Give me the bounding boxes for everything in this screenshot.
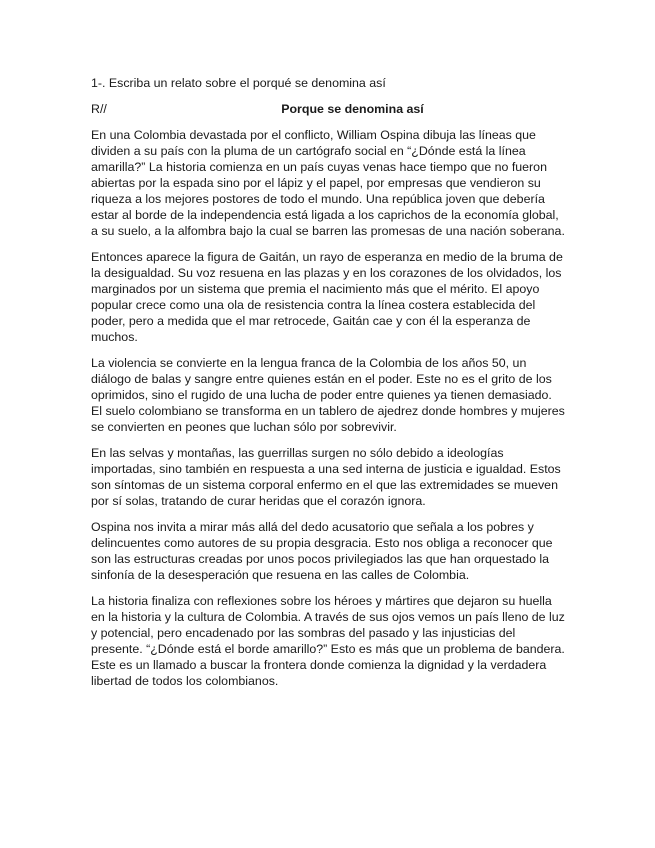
paragraph-3: La violencia se convierte en la lengua franca de la Colombia de los años 50, un diálogo de balas y sangre entre quienes están en el poder. Este no es el grito de los oprimidos, sino el rugido de una lucha de poder entre quienes ya tienen demasiado. El suelo colombiano se transforma en un tablero de ajedrez donde hombres y mujeres se convierten en peones que luchan sólo por sobrevivir. [91,356,565,434]
answer-header [91,101,566,117]
paragraph-6: La historia finaliza con reflexiones sobre los héroes y mártires que dejaron su huella en la historia y la cultura de Colombia. A través de sus ojos vemos un país lleno de luz y potencial, pero encadenado por las sombras del pasado y las injusticias del presente. “¿Dónde está el borde amarillo?” Esto es más que un problema de bandera. Este es un llamado a buscar la frontera donde comienza la dignidad y la verdadera libertad de todos los colombianos. [91,594,565,688]
answer-label: R// [91,102,107,116]
document-title: Porque se denomina así [281,102,424,116]
paragraph-2: Entonces aparece la figura de Gaitán, un rayo de esperanza en medio de la bruma de la desigualdad. Su voz resuena en las plazas y en los corazones de los olvidados, los marginados por un sistema que premia el nacimiento más que el mérito. El apoyo popular crece como una ola de resistencia contra la línea costera establecida del poder, pero a medida que el mar retrocede, Gaitán cae y con él la esperanza de muchos. [91,250,563,344]
question-text: 1-. Escriba un relato sobre el porqué se denomina así [91,76,386,90]
paragraph-1: En una Colombia devastada por el conflicto, William Ospina dibuja las líneas que dividen a su país con la pluma de un cartógrafo social en “¿Dónde está la línea amarilla?” La historia comienza en un país cuyas venas hace tiempo que no fueron abiertas por la espada sino por el lápiz y el papel, por empresas que vendieron su riqueza a los mejores postores de todo el mundo. Una república joven que debería estar al borde de la independencia está ligada a los caprichos de la economía global, a su suelo, a la alfombra bajo la cual se barren las promesas de una nación soberana. [91,128,565,238]
document-page [91,75,566,699]
paragraph-4: En las selvas y montañas, las guerrillas surgen no sólo debido a ideologías importadas, sino también en respuesta a una sed interna de justicia e igualdad. Estos son síntomas de un sistema corporal enfermo en el que las extremidades se mueven por sí solas, tratando de curar heridas que el corazón ignora. [91,446,561,508]
paragraph-5: Ospina nos invita a mirar más allá del dedo acusatorio que señala a los pobres y delincuentes como autores de su propia desgracia. Esto nos obliga a reconocer que son las estructuras creadas por unos pocos privilegiados las que han orquestado la sinfonía de la desesperación que resuena en las calles de Colombia. [91,520,553,582]
